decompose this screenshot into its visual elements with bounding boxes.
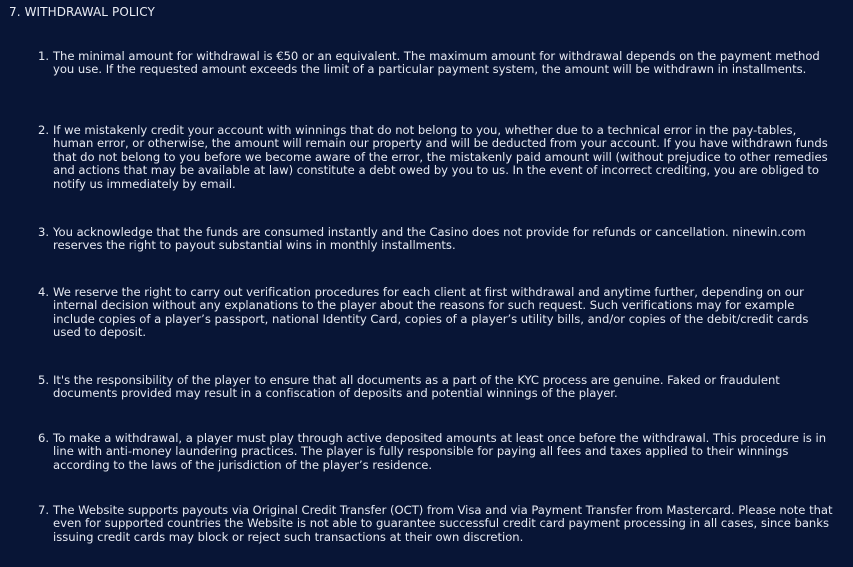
item-number: 5.: [38, 373, 50, 387]
item-text: To make a withdrawal, a player must play through active deposited amounts at least once before the withdrawal. This procedure is in line with anti-money laundering practices. The player is fully responsible for paying all fees and taxes applied to their winnings according to the laws of the jurisdiction of the player’s residence.: [53, 431, 827, 472]
item-number: 4.: [38, 285, 50, 299]
policy-item-2: [38, 124, 838, 191]
policy-item-4: [38, 286, 838, 340]
policy-item-3: [38, 226, 838, 253]
item-text: The minimal amount for withdrawal is €50 or an equivalent. The maximum amount for withdrawal depends on the payment method you use. If the requested amount exceeds the limit of a particular payment system, the amount will be withdrawn in installments.: [53, 49, 820, 77]
item-number: 2.: [38, 123, 50, 137]
item-text: The Website supports payouts via Original Credit Transfer (OCT) from Visa and via Payment Transfer from Mastercard. Please note that even for supported countries the Website is not able to guarantee successful credit card payment processing in all cases, since banks issuing credit cards may block or reject such transactions at their own discretion.: [53, 503, 833, 544]
item-text: If we mistakenly credit your account with winnings that do not belong to you, whether due to a technical error in the pay-tables, human error, or otherwise, the amount will remain our property and will be deducted from your account. If you have withdrawn funds that do not belong to you before we become aware of the error, the mistakenly paid amount will (without prejudice to other remedies and actions that may be available at law) constitute a debt owed by you to us. In the event of incorrect crediting, you are obliged to notify us immediately by email.: [53, 123, 828, 191]
item-text: You acknowledge that the funds are consumed instantly and the Casino does not provide for refunds or cancellation. ninewin.com reserves the right to payout substantial wins in monthly installments.: [53, 225, 806, 253]
policy-item-6: [38, 432, 838, 472]
policy-item-7: [38, 504, 838, 544]
item-number: 6.: [38, 431, 50, 445]
item-number: 7.: [38, 503, 50, 517]
item-text: We reserve the right to carry out verification procedures for each client at first withdrawal and anytime further, depending on our internal decision without any explanations to the player about the reasons for such request. Such verifications may for example include copies of a player’s passport, national Identity Card, copies of a player’s utility bills, and/or copies of the debit/credit cards used to deposit.: [53, 285, 809, 340]
item-number: 1.: [38, 49, 50, 63]
item-text: It's the responsibility of the player to ensure that all documents as a part of the KYC process are genuine. Faked or fraudulent documents provided may result in a confiscation of deposits and potential winnings of the player.: [53, 373, 780, 401]
section-title: 7. WITHDRAWAL POLICY: [9, 5, 155, 19]
item-number: 3.: [38, 225, 50, 239]
policy-item-1: [38, 50, 838, 77]
policy-item-5: [38, 374, 838, 401]
